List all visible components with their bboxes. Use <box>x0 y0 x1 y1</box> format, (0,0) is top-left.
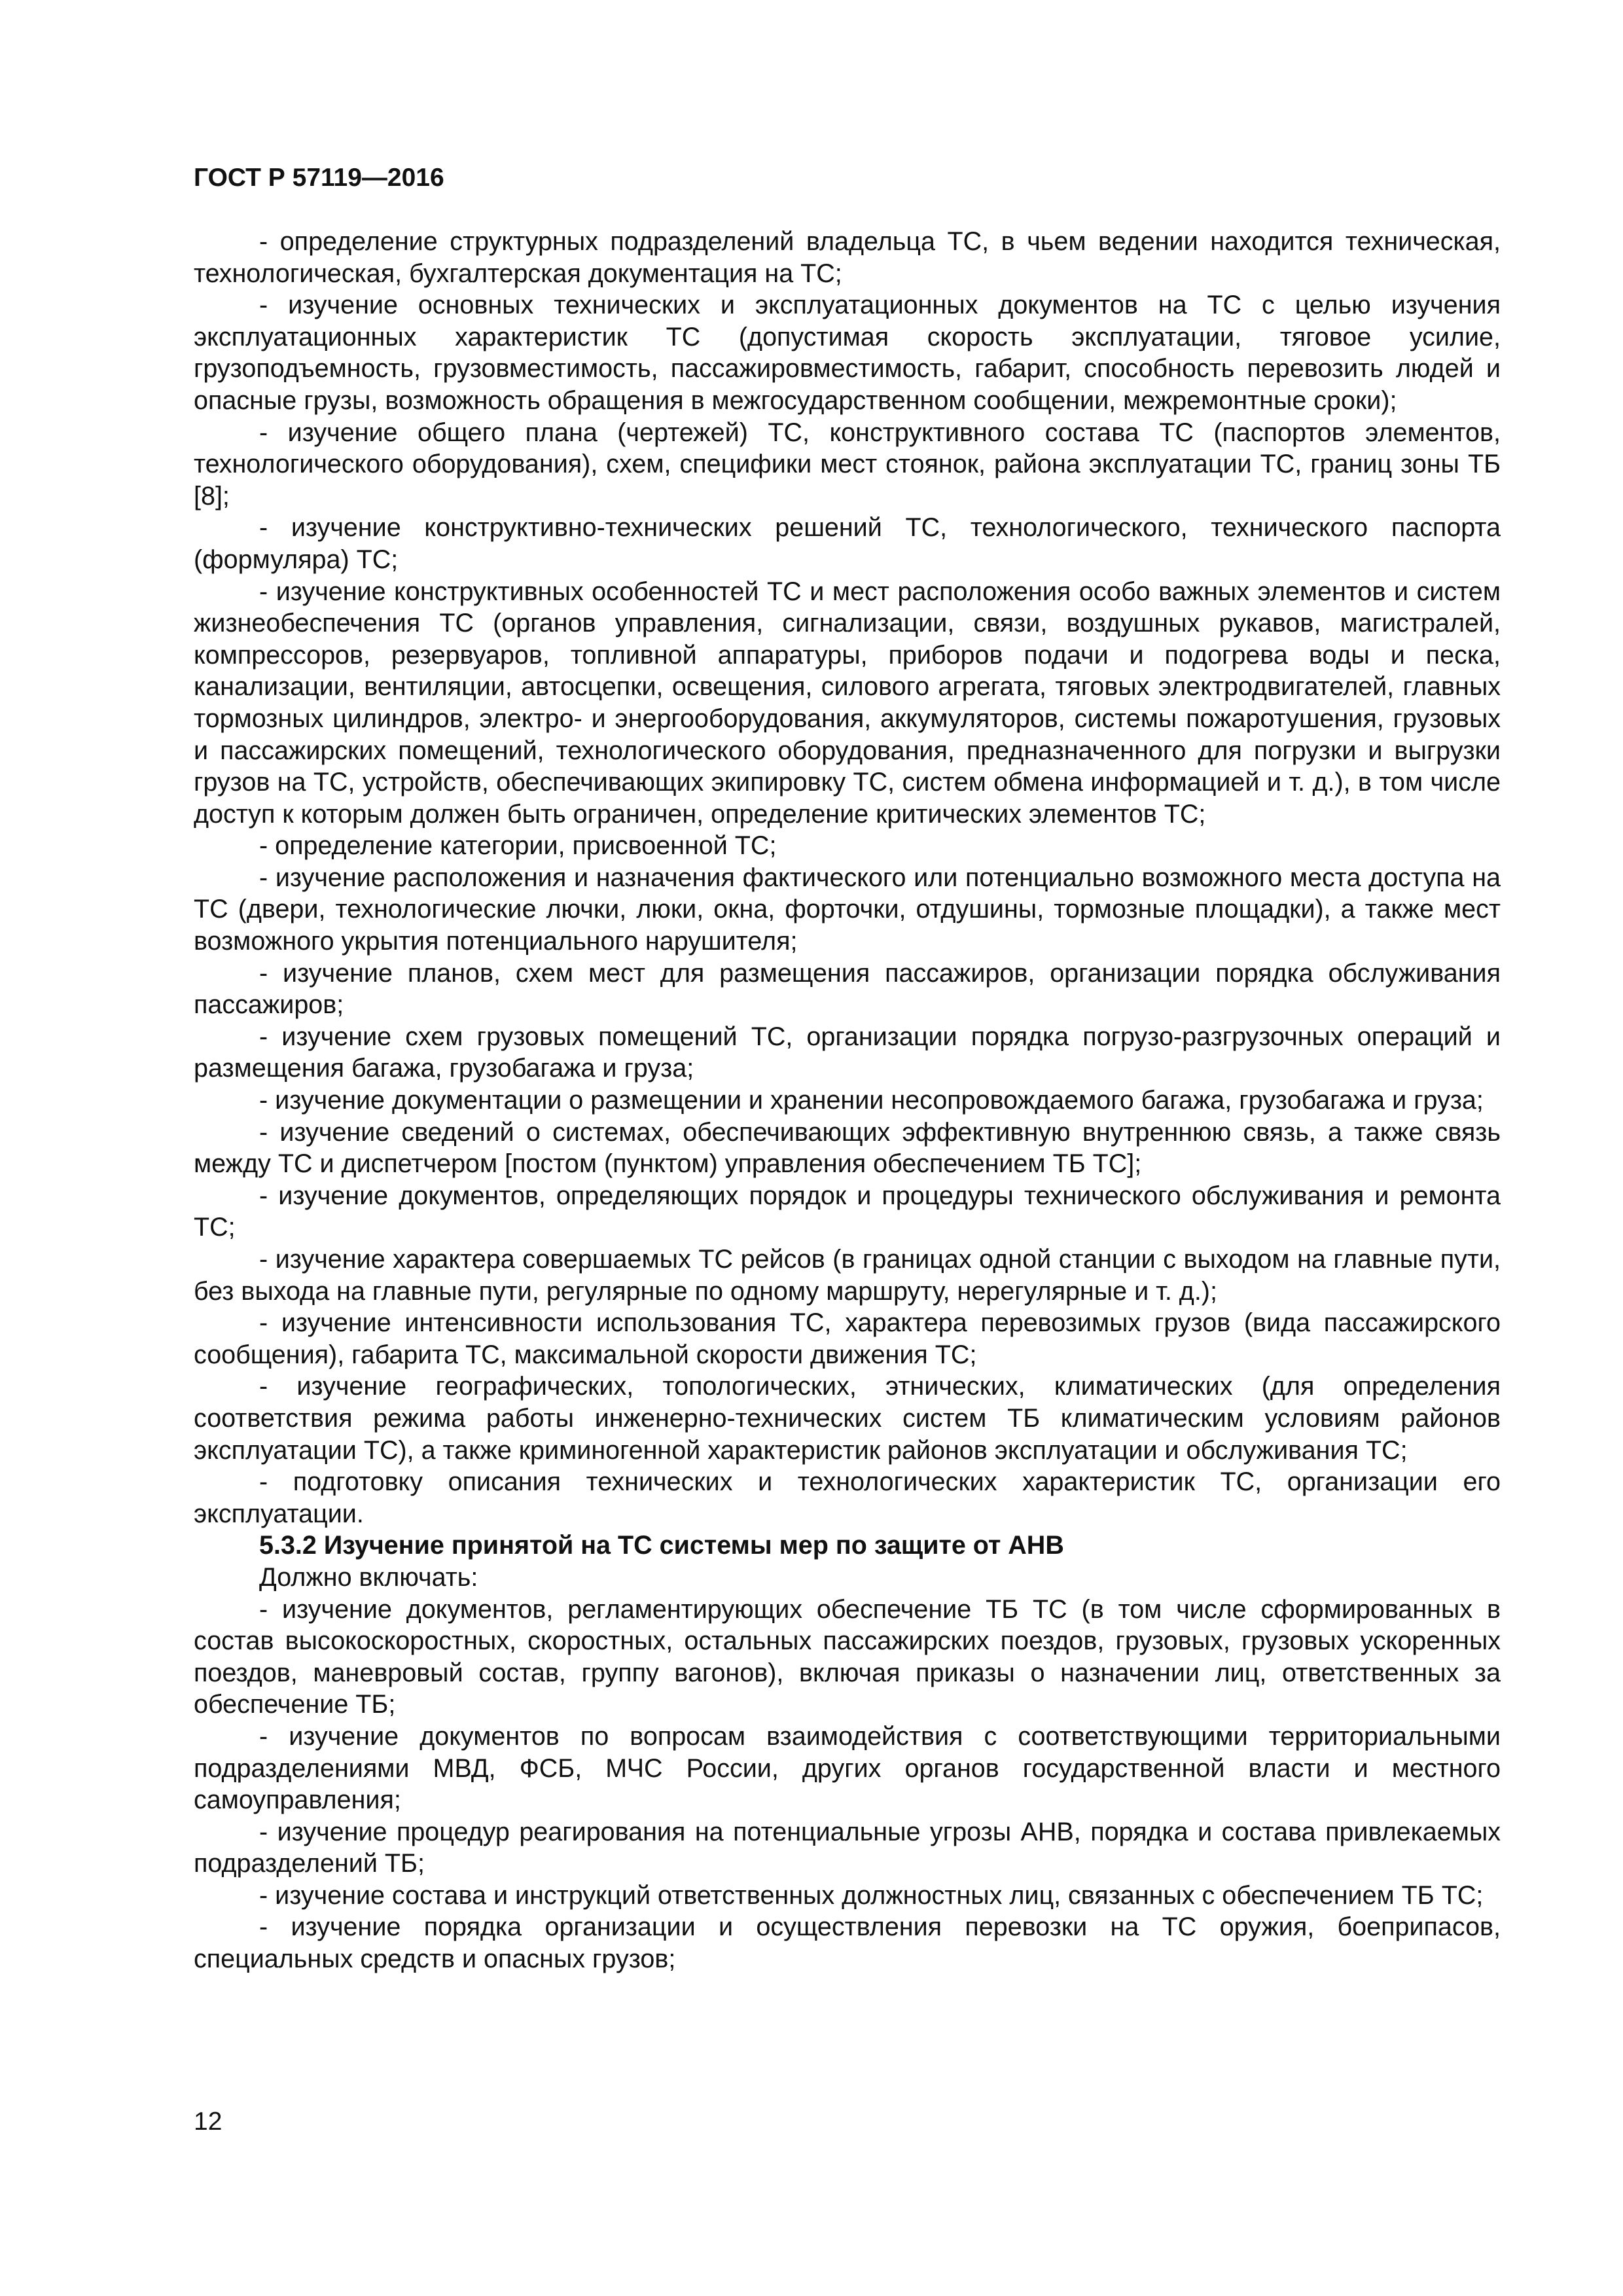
page-number: 12 <box>194 2108 223 2136</box>
document-body <box>194 226 1501 1975</box>
section-item: - изучение документов по вопросам взаимодействия с соответствующими территориальными подразделениями МВД, ФСБ, МЧС России, других органов государственной власти и местного самоуправления; <box>194 1721 1501 1815</box>
section-intro: Должно включать: <box>259 1562 478 1592</box>
paragraph: - изучение расположения и назначения фактического или потенциально возможного места доступа на ТС (двери, технологические лючки, люки, окна, форточки, отдушины, тормозные площадки), а также мест возможного укрытия потенциального нарушителя; <box>194 863 1501 956</box>
section-item: - изучение процедур реагирования на потенциальные угрозы АНВ, порядка и состава привлекаемых подразделений ТБ; <box>194 1817 1501 1878</box>
paragraph: - подготовку описания технических и технологических характеристик ТС, организации его эксплуатации. <box>194 1467 1501 1528</box>
section-heading: 5.3.2 Изучение принятой на ТС системы мер по защите от АНВ <box>259 1531 1064 1560</box>
section-item: - изучение порядка организации и осуществления перевозки на ТС оружия, боеприпасов, специальных средств и опасных грузов; <box>194 1912 1501 1974</box>
paragraph: - изучение характера совершаемых ТС рейсов (в границах одной станции с выходом на главные пути, без выхода на главные пути, регулярные по одному маршруту, нерегулярные и т. д.); <box>194 1245 1501 1306</box>
section-item: - изучение документов, регламентирующих обеспечение ТБ ТС (в том числе сформированных в состав высокоскоростных, скоростных, остальных пассажирских поездов, грузовых, грузовых ускоренных поездов, маневровый состав, группу вагонов), включая приказы о назначении лиц, ответственных за обеспечение ТБ; <box>194 1594 1501 1719</box>
document-header: ГОСТ Р 57119—2016 <box>194 164 444 192</box>
paragraph: - изучение общего плана (чертежей) ТС, конструктивного состава ТС (паспортов элементов, технологического оборудования), схем, специфики мест стоянок, района эксплуатации ТС, границ зоны ТБ [8]; <box>194 418 1501 511</box>
paragraph: - определение структурных подразделений владельца ТС, в чьем ведении находится техническая, технологическая, бухгалтерская документация на ТС; <box>194 227 1501 288</box>
section-item: - изучение состава и инструкций ответственных должностных лиц, связанных с обеспечением ТБ ТС; <box>259 1880 1484 1910</box>
paragraph: - изучение документации о размещении и хранении несопровождаемого багажа, грузобагажа и груза; <box>259 1086 1484 1115</box>
paragraph: - изучение конструктивных особенностей ТС и мест расположения особо важных элементов и систем жизнеобеспечения ТС (органов управления, сигнализации, связи, воздушных рукавов, магистралей, компрессоров, резервуаров, топливной аппаратуры, приборов подачи и подогрева воды и песка, канализации, вентиляции, автосцепки, освещения, силового агрегата, тяговых электродвигателей, главных тормозных цилиндров, электро- и энергооборудования, аккумуляторов, системы пожаротушения, грузовых и пассажирских помещений, технологического оборудования, предназначенного для погрузки и выгрузки грузов на ТС, устройств, обеспечивающих экипировку ТС, систем обмена информацией и т. д.), в том числе доступ к которым должен быть ограничен, определение критических элементов ТС; <box>194 577 1501 829</box>
paragraph: - определение категории, присвоенной ТС; <box>259 831 777 861</box>
paragraph: - изучение схем грузовых помещений ТС, организации порядка погрузо-разгрузочных операций и размещения багажа, грузобагажа и груза; <box>194 1022 1501 1083</box>
paragraph: - изучение интенсивности использования ТС, характера перевозимых грузов (вида пассажирского сообщения), габарита ТС, максимальной скорости движения ТС; <box>194 1308 1501 1369</box>
paragraph: - изучение основных технических и эксплуатационных документов на ТС с целью изучения эксплуатационных характеристик ТС (допустимая скорость эксплуатации, тяговое усилие, грузоподъемность, грузовместимость, пассажировместимость, габарит, способность перевозить людей и опасные грузы, возможность обращения в межгосударственном сообщении, межремонтные сроки); <box>194 291 1501 415</box>
paragraph: - изучение конструктивно-технических решений ТС, технологического, технического паспорта (формуляра) ТС; <box>194 513 1501 574</box>
paragraph: - изучение документов, определяющих порядок и процедуры технического обслуживания и ремонта ТС; <box>194 1181 1501 1242</box>
paragraph: - изучение географических, топологических, этнических, климатических (для определения соответствия режима работы инженерно-технических систем ТБ климатическим условиям районов эксплуатации ТС), а также криминогенной характеристик районов эксплуатации и обслуживания ТС; <box>194 1372 1501 1465</box>
paragraph: - изучение планов, схем мест для размещения пассажиров, организации порядка обслуживания пассажиров; <box>194 958 1501 1020</box>
paragraph: - изучение сведений о системах, обеспечивающих эффективную внутреннюю связь, а также связь между ТС и диспетчером [постом (пунктом) управления обеспечением ТБ ТС]; <box>194 1117 1501 1179</box>
